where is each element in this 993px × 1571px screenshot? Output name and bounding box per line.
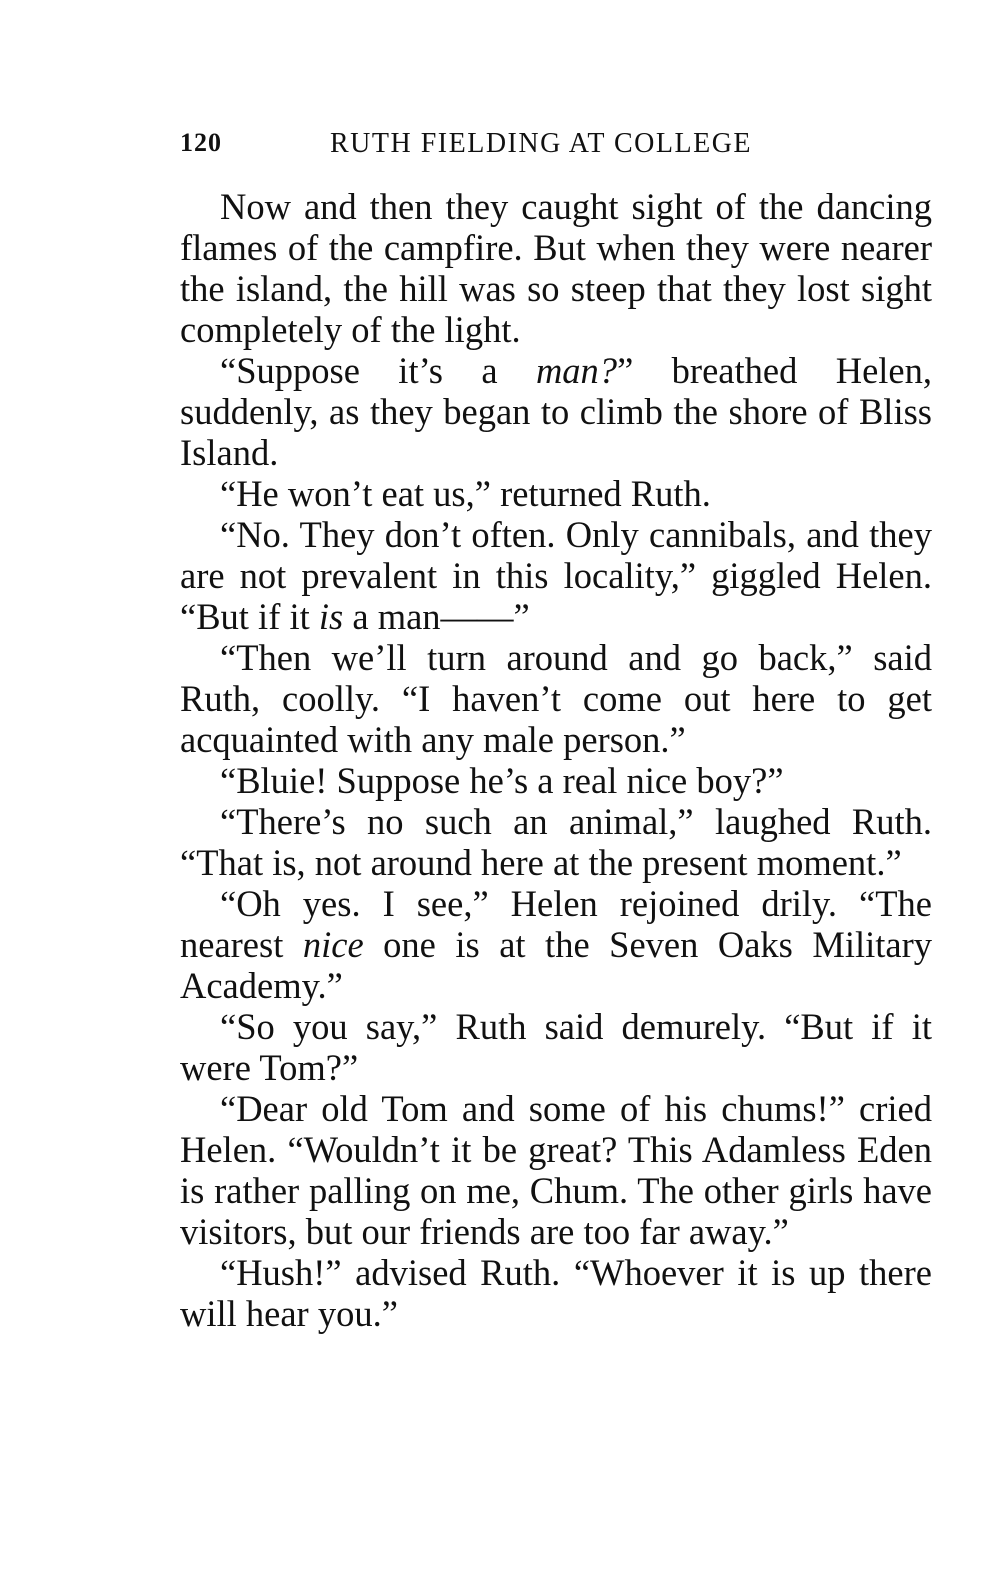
text-run: “Then we’ll turn around and go back,” said Ruth, coolly. “I haven’t come out here to get acquainted with any male person.”: [180, 637, 932, 760]
text-run: Now and then they caught sight of the dancing flames of the campfire. But when they were nearer the island, the hill was so steep that they lost sight completely of the light.: [180, 186, 932, 350]
text-run: “Dear old Tom and some of his chums!” cried Helen. “Wouldn’t it be great? This Adamless Eden is rather palling on me, Chum. The other girls have visitors, but our friends are too far away.”: [180, 1088, 932, 1252]
text-run: “So you say,” Ruth said demurely. “But if it were Tom?”: [180, 1006, 932, 1088]
paragraph: [180, 473, 932, 514]
paragraph: [180, 514, 932, 637]
paragraph: [180, 1252, 932, 1334]
paragraph: [180, 883, 932, 1006]
emphasis-text: is: [318, 596, 344, 637]
body-text: [180, 186, 932, 1334]
text-run: “He won’t eat us,” returned Ruth.: [220, 473, 711, 514]
paragraph: [180, 350, 932, 473]
paragraph: [180, 801, 932, 883]
text-run: one is at the Seven Oaks Military Academy.”: [180, 924, 932, 1006]
text-run: “Hush!” advised Ruth. “Whoever it is up there will hear you.”: [180, 1252, 932, 1334]
page-number: 120: [180, 128, 222, 157]
running-title: RUTH FIELDING AT COLLEGE: [330, 128, 753, 159]
text-run: a man——”: [343, 596, 530, 637]
text-run: “Suppose it’s a: [220, 350, 536, 391]
text-run: “No. They don’t often. Only cannibals, and they are not prevalent in this locality,” giggled Helen. “But if it: [180, 514, 932, 637]
text-run: “Bluie! Suppose he’s a real nice boy?”: [220, 760, 784, 801]
paragraph: [180, 186, 932, 350]
paragraph: [180, 637, 932, 760]
paragraph: [180, 760, 932, 801]
running-head: [180, 128, 940, 168]
text-run: “There’s no such an animal,” laughed Ruth. “That is, not around here at the present moment.”: [180, 801, 932, 883]
text-run: ” breathed Helen, suddenly, as they began to climb the shore of Bliss Island.: [180, 350, 932, 473]
paragraph: [180, 1006, 932, 1088]
text-run: “Oh yes. I see,” Helen rejoined drily. “The nearest: [180, 883, 932, 965]
emphasis-text: man?: [535, 350, 618, 391]
emphasis-text: nice: [302, 924, 364, 965]
paragraph: [180, 1088, 932, 1252]
